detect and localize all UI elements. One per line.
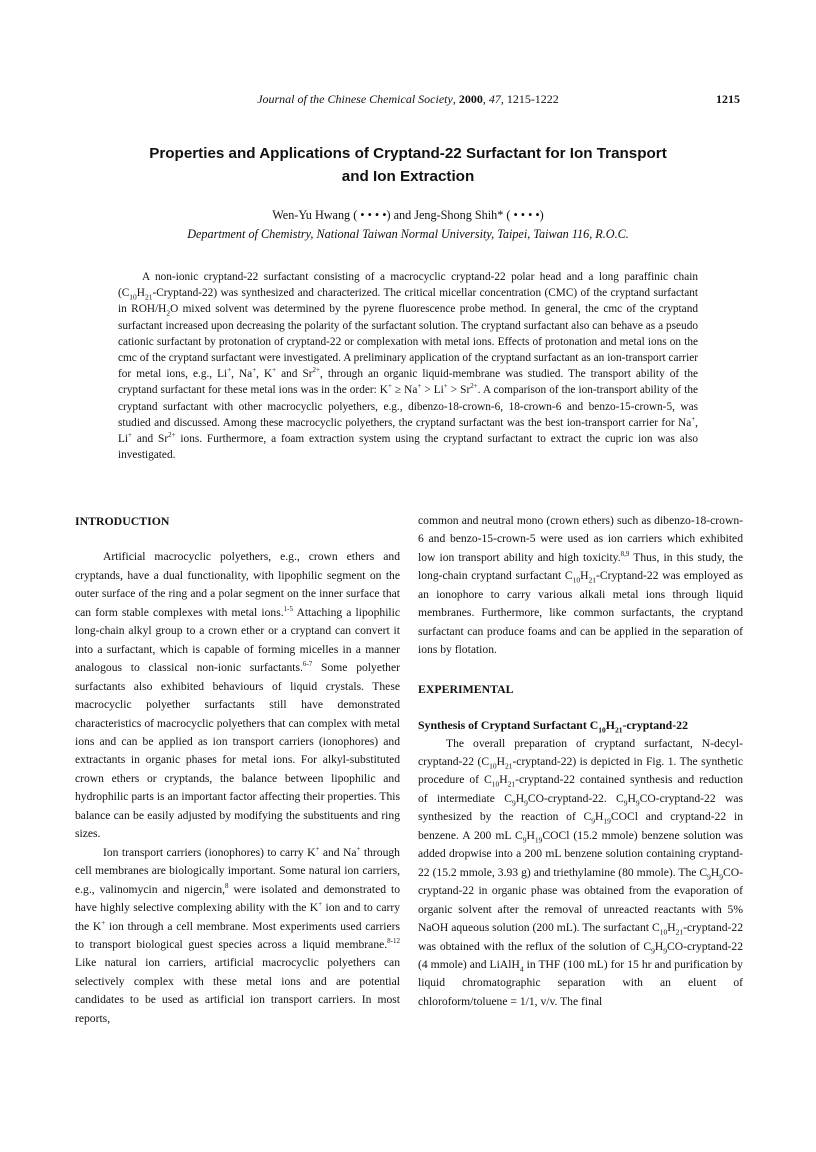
running-header: Journal of the Chinese Chemical Society, 2000, 47, 1215-1222 <box>257 92 559 106</box>
right-column <box>418 512 743 1011</box>
intro-paragraph-2: Ion transport carriers (ionophores) to carry K+ and Na+ through cell membranes are biologically important. Some natural ion carriers, e.g., valinomycin and nigercin,$^8$ were isolated and demonstrated to have highly selective complexing ability with the K+ ion and to carry the K+ ion through a cell membrane. Most experiments used carriers to transport biological guest species across a liquid membrane.$^{8-12}$ Like natural ion carriers, artificial macrocyclic polyethers can selectively complex with these metal ions and are potential candidates to be used as artificial ion transport carriers. In most reports, <box>75 844 401 1025</box>
title-line-2: and Ion Extraction <box>341 168 475 185</box>
title-line-1: Properties and Applications of Cryptand-22 Surfactant for Ion Transport <box>149 145 667 162</box>
subsection-heading-synthesis: Synthesis of Cryptand Surfactant $C_{10}H_{21}-cryptand-22$ <box>418 718 688 735</box>
journal-volume: 47 <box>488 92 501 106</box>
intro-continuation: common and neutral mono (crown ethers) such as dibenzo-18-crown-6 and benzo-15-crown-5 were used as ion carriers which exhibited low ion transport ability and high toxicity.$^{8,9}$ Thus, in this study, the long-chain cryptand surfactant $C_{10}H_{21}-Cryptand-22$ was employed as an ionophore to carry various alkali metal ions through liquid membranes. Furthermore, like common surfactants, the cryptand surfactant can produce foams and can be applied in the separation of ions by flotation. <box>418 514 743 657</box>
page-number: 1215 <box>716 92 740 106</box>
section-heading-experimental: EXPERIMENTAL <box>418 681 514 696</box>
affiliation: Department of Chemistry, National Taiwan Normal University, Taipei, Taiwan 116, R.O.C. <box>187 227 629 241</box>
article-title <box>100 142 716 188</box>
author-list: Wen-Yu Hwang ( • • • •) and Jeng-Shong Shih* ( • • • •) <box>272 208 544 222</box>
left-column <box>75 512 400 1028</box>
journal-pages: 1215-1222 <box>506 92 559 106</box>
journal-name: Journal of the Chinese Chemical Society <box>257 92 453 106</box>
synthesis-paragraph: The overall preparation of cryptand surfactant, N-decyl-cryptand-22 $(C_{10}H_{21}-cryptand-22)$ is depicted in Fig. 1. The synthetic procedure of $C_{10}H_{21}-cryptand-22$ contained synthesis and reduction of intermediate $C_9H_9CO-cryptand-22$. $C_9H_9CO-cryptand-22$ was synthesized by the reaction of $C_9H_{19}COCl$ and cryptand-22 in benzene. A 200 mL $C_9H_{19}COCl$ (15.2 mmole) benzene solution was added dropwise into a 200 mL benzene solution containing cryptand-22 (15.2 mmole, 3.93 g) and triethylamine (80 mmole). The $C_9H_9CO-cryptand-22$ in organic phase was obtained from the evaporation of organic solvent after the removal of unreacted reactants with 5% NaOH aqueous solution (200 mL). The surfactant $C_{10}H_{21}-cryptand-22$ was obtained with the reflux of the solution of $C_9H_9CO-cryptand-22$ (4 mmole) and LiAlH$_4$ in THF (100 mL) for 15 hr and purification by liquid chromatographic separation with an eluent of chloroform/toluene = 1/1, v/v. The final <box>418 736 744 1008</box>
intro-paragraph-1: Artificial macrocyclic polyethers, e.g., crown ethers and cryptands, have a dual functionality, with lipophilic segment on the outer surface of the ring and a polar segment on the inner surface that can form stable complexes with metal ions.$^{1-5}$ Attaching a lipophilic long-chain alkyl group to a crown ether or a cryptand can convert it into a surfactant, which is capable of forming micelles in a manner analogous to classical non-ionic surfactants.$^{6-7}$ Some polyether surfactants also exhibited behaviours of liquid crystals. These macrocyclic polyether surfactants still have demonstrated characteristics of macrocyclic polyethers that can complex with metal ions and can be applied as ion transport carriers (ionophores) and extractants in organic phases for metal ions. For alkyl-substituted crown ethers or cryptands, the balance between lipophilic and hydrophilic parts is an important factor affecting their properties. This balance can be easily adjusted by modifying the substituents and ring sizes. <box>75 550 400 841</box>
section-heading-introduction: INTRODUCTION <box>75 514 170 528</box>
journal-year: 2000 <box>458 92 483 106</box>
abstract: A non-ionic cryptand-22 surfactant consisting of a macrocyclic cryptand-22 polar head and a long paraffinic chain $(C_{10}H_{21}-Cryptand-22)$ was synthesized and characterized. The critical micellar concentration (CMC) of the cryptand surfactant in ROH/$H_2O$ mixed solvent was determined by the pyrene fluorescence probe method. In general, the cmc of the cryptand surfactant increased upon decreasing the polarity of the surfactant solution. The cryptand surfactant also can behave as a pseudo cationic surfactant by protonation of cryptand-22 or complexation with metal ions. Effects of protonation and metal ions on the cmc of the cryptand surfactant were investigated. A preliminary application of the cryptand surfactant as an ion-transport carrier for metal ions, e.g., Li+, Na+, K+ and $Sr^{2+}$, through an organic liquid-membrane was studied. The transport ability of the cryptand surfactant for these metal ions was in the order: $K^+ \ge Na^+ > Li^+ > Sr^{2+}$. A comparison of the ion-transport ability of the cryptand surfactant with other macrocyclic polyethers, e.g., dibenzo-18-crown-6, 18-crown-6 and benzo-15-crown-5, was studied and discussed. Among these macrocyclic polyethers, the cryptand surfactant was the best ion-transport carrier for Na+, Li+ and $Sr^{2+}$ ions. Furthermore, a foam extraction system using the cryptand surfactant to extract the cupric ion was also investigated. <box>118 271 698 462</box>
